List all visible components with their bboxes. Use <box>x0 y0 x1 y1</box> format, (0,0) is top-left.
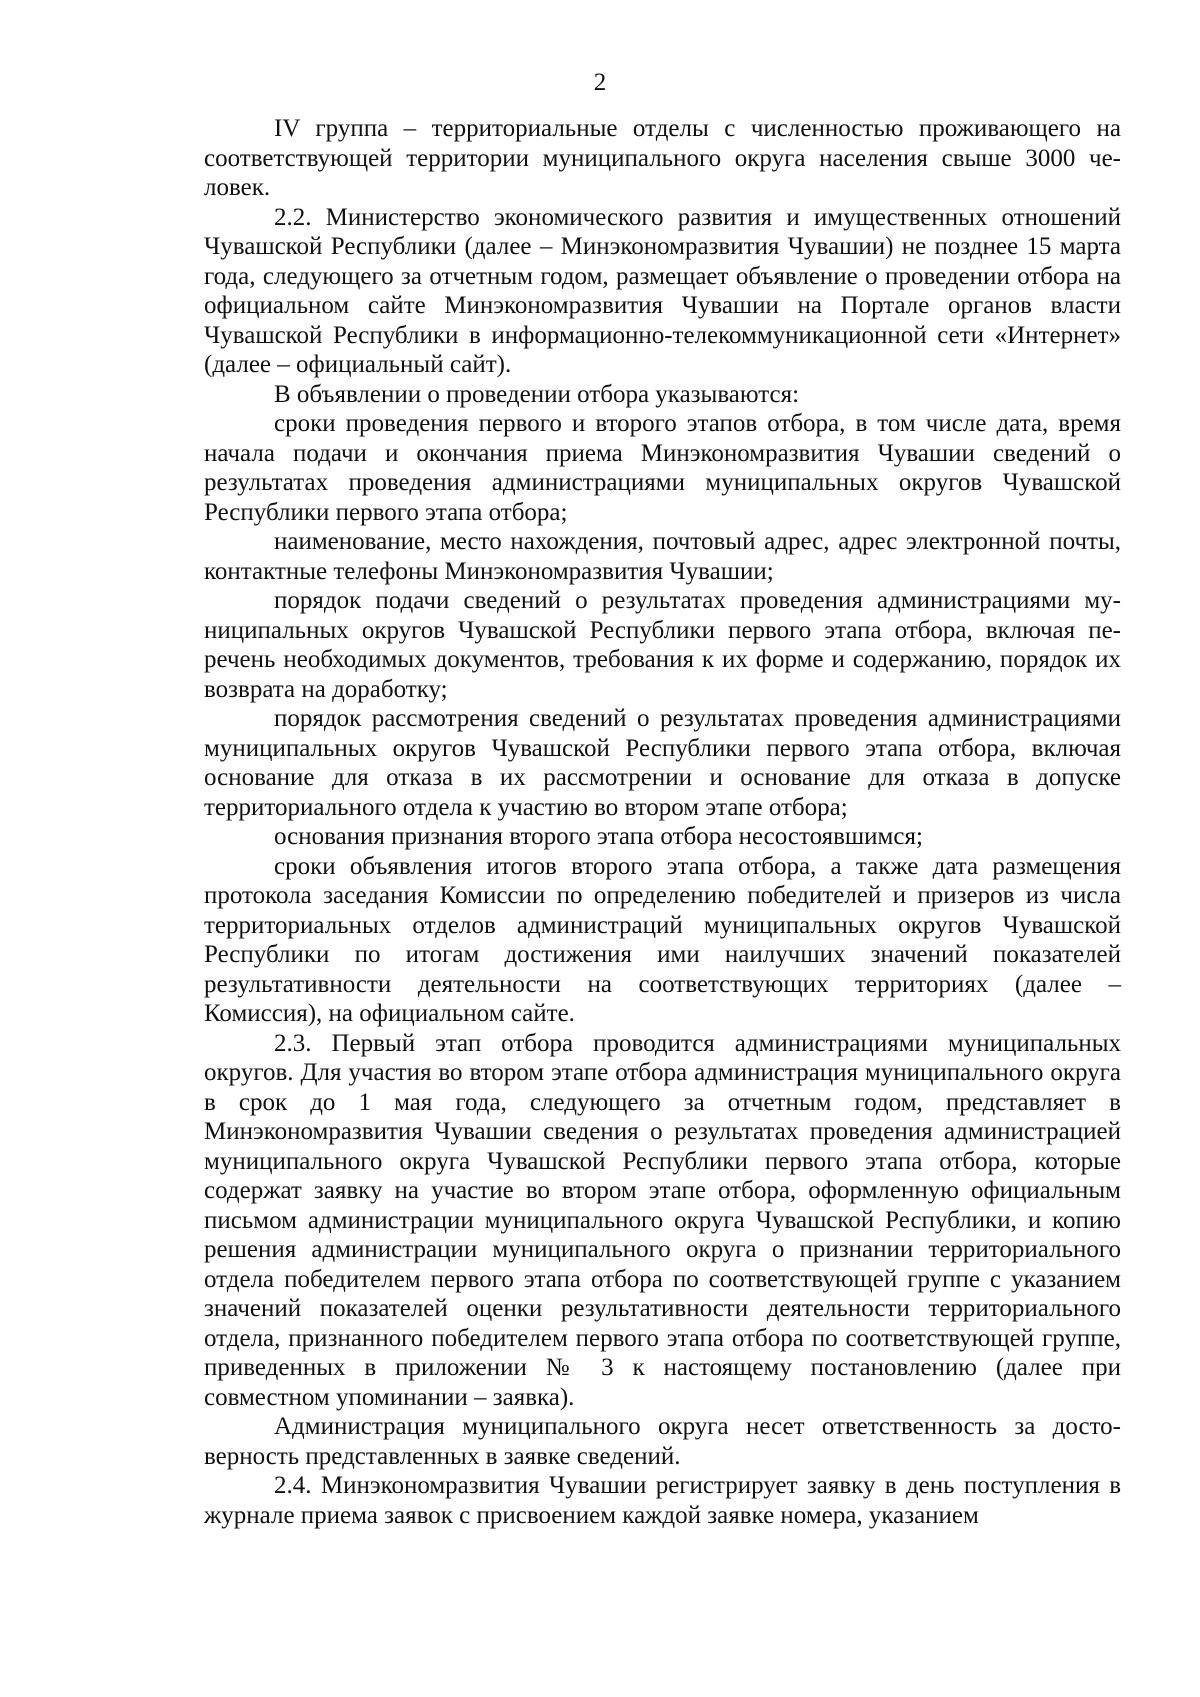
paragraph-2-3: 2.3. Первый этап отбора проводится администрациями муниципальных округов. Для участия во втором этапе отбора администрация муниципального округа в срок до 1 мая года, следующего за отчетным годом, представляет в Минэкономразвития Чувашии сведения о результатах проведения администрацией муниципального округа Чувашской Республики первого этапа отбора, которые содержат заявку на участие во втором этапе отбора, оформленную официальным письмом администрации муниципального округа Чувашской Республики, и копию решения администрации муниципального округа о признании территориального отдела победителем первого этапа отбора по соответствующей группе с указанием значений показателей оценки результативности деятельности территориального отдела, признанного победителем первого этапа отбора по соответствующей группе, приведенных в приложении № 3 к настоящему постановлению (далее при совместном упоминании – заявка). <box>204 1029 1121 1411</box>
paragraph-2-4: 2.4. Минэкономразвития Чувашии регистрирует заявку в день поступления в журнале приема заявок с присвоением каждой заявке номера, указанием <box>204 1472 1121 1529</box>
document-body <box>204 114 1121 1530</box>
paragraph-announcement-contacts: наименование, место нахождения, почтовый адрес, адрес электронной почты, контактные телефоны Минэкономразвития Чувашии; <box>204 528 1121 585</box>
paragraph-2-2: 2.2. Министерство экономического развития и имущественных отношений Чувашской Республики (далее – Минэкономразвития Чувашии) не позднее 15 марта года, следующего за отчетным годом, размещает объявление о проведении отбора на официальном сайте Минэкономразвития Чувашии на Портале органов власти Чувашской Республики в информационно-телекоммуникационной сети «Интернет» (далее – официальный сайт). <box>204 203 1121 378</box>
paragraph-announcement-submission: порядок подачи сведений о результатах проведения администрациями муниципальных округов Чувашской Республики первого этапа отбора, включая перечень необходимых документов, требования к их форме и содержанию, порядок их возврата на доработку; <box>204 587 1121 703</box>
paragraph-announcement-results: сроки объявления итогов второго этапа отбора, а также дата размещения протокола заседания Комиссии по определению победителей и призеров из числа территориальных отделов администраций муниципальных округов Чувашской Республики по итогам достижения ими наилучших значений показателей результативности деятельности на соответствующих территориях (далее – Комиссия), на официальном сайте. <box>204 852 1121 1027</box>
paragraph-announcement-dates: сроки проведения первого и второго этапов отбора, в том числе дата, время начала подачи и окончания приема Минэкономразвития Чувашии сведений о результатах проведения администрациями муниципальных округов Чувашской Республики первого этапа отбора; <box>204 410 1121 526</box>
paragraph-responsibility: Администрация муниципального округа несет ответственность за достоверность представленных в заявке сведений. <box>204 1413 1121 1470</box>
paragraph-announcement-intro: В объявлении о проведении отбора указываются: <box>274 380 800 408</box>
paragraph-group-iv: IV группа – территориальные отделы с численностью проживающего на соответствующей территории муниципального округа населения свыше 3000 человек. <box>204 115 1121 201</box>
page-number: 2 <box>593 69 607 96</box>
paragraph-announcement-review: порядок рассмотрения сведений о результатах проведения администрациями муниципальных округов Чувашской Республики первого этапа отбора, включая основание для отказа в их рассмотрении и основание для отказа в допуске территориального отдела к участию во втором этапе отбора; <box>204 705 1121 821</box>
paragraph-announcement-failure: основания признания второго этапа отбора несостоявшимся; <box>274 823 923 850</box>
